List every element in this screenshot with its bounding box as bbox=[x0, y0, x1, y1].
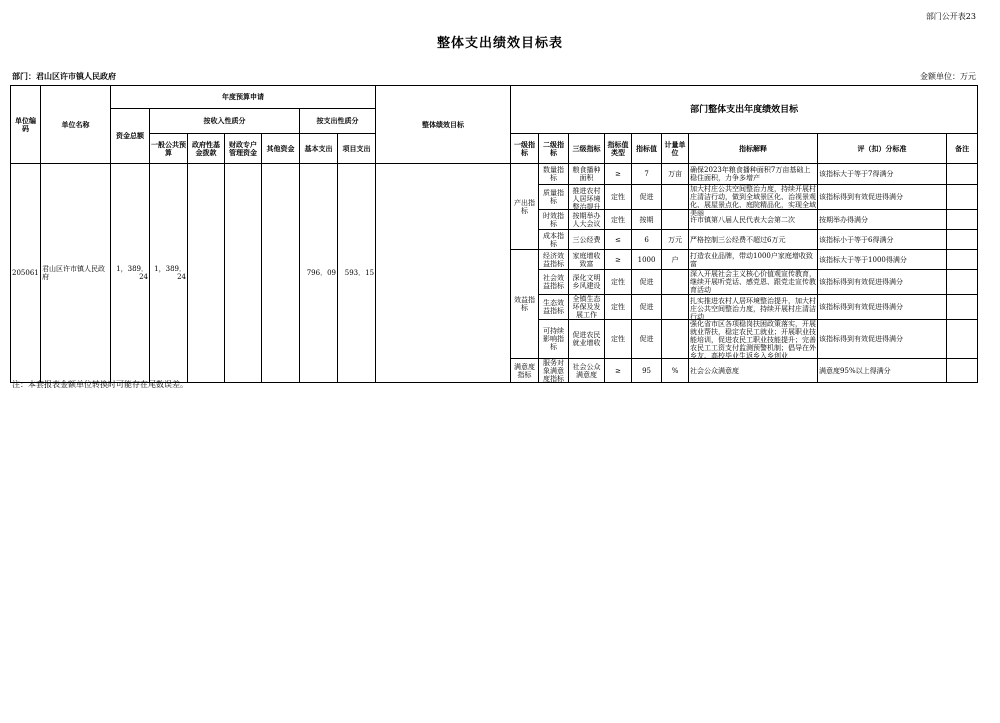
indicator-value: 促进 bbox=[632, 295, 662, 320]
indicator-unit bbox=[662, 320, 689, 359]
indicator-level3: 粮食播种面积 bbox=[569, 164, 605, 185]
indicator-level2 bbox=[539, 359, 569, 383]
indicator-value: 95 bbox=[632, 359, 662, 383]
indicator-explanation: 严格控制三公经费不超过6万元 bbox=[689, 230, 818, 250]
header-general-budget: 一般公共预算 bbox=[150, 134, 188, 164]
indicator-remark bbox=[947, 230, 978, 250]
indicator-value-type: ≥ bbox=[605, 359, 632, 383]
indicator-scoring: 该指标得到有效促进得满分 bbox=[818, 320, 947, 359]
indicator-value-type: ≥ bbox=[605, 250, 632, 270]
header-scoring: 评（扣）分标准 bbox=[818, 134, 947, 164]
indicator-value-type: 定性 bbox=[605, 295, 632, 320]
gov-fund-cell bbox=[188, 164, 225, 383]
indicator-value: 按期 bbox=[632, 210, 662, 230]
indicator-value-type: 定性 bbox=[605, 185, 632, 210]
indicator-remark bbox=[947, 320, 978, 359]
indicator-explanation bbox=[689, 185, 818, 217]
indicator-level3: 三公经费 bbox=[569, 230, 605, 250]
indicator-remark bbox=[947, 270, 978, 295]
indicator-scoring: 该指标小于等于6得满分 bbox=[818, 230, 947, 250]
header-level2: 二级指标 bbox=[539, 134, 569, 164]
indicator-unit bbox=[662, 270, 689, 295]
footnote: 注：本套报表金额单位转换时可能存在尾数误差。 bbox=[12, 380, 188, 389]
indicator-remark bbox=[947, 359, 978, 383]
header-unit-code: 单位编码 bbox=[11, 86, 41, 164]
other-fund-cell bbox=[262, 164, 300, 383]
header-dept-goal: 部门整体支出年度绩效目标 bbox=[511, 86, 978, 134]
indicator-level2: 数量指标 bbox=[539, 164, 569, 185]
header-remark: 备注 bbox=[947, 134, 978, 164]
indicator-unit: 万元 bbox=[662, 230, 689, 250]
header-other-fund: 其他资金 bbox=[262, 134, 300, 164]
project-expense-cell: 593．15 bbox=[338, 164, 376, 383]
level1-effect: 效益指标 bbox=[511, 250, 539, 359]
indicator-scoring: 该指标得到有效促进得满分 bbox=[818, 270, 947, 295]
page-corner-label: 部门公开表23 bbox=[925, 12, 976, 21]
level1-output: 产出指标 bbox=[511, 164, 539, 250]
general-budget-cell: 1，389．24 bbox=[150, 164, 188, 383]
indicator-remark bbox=[947, 295, 978, 320]
indicator-scoring: 该指标得到有效促进得满分 bbox=[818, 295, 947, 320]
indicator-value: 1000 bbox=[632, 250, 662, 270]
indicator-explanation-text: 深入开展社会主义核心价值观宣传教育，继续开展听党话、感党恩、跟党走宣传教育活动 bbox=[690, 270, 817, 294]
header-by-expense: 按支出性质分 bbox=[300, 109, 376, 134]
indicator-value-type: ≥ bbox=[605, 164, 632, 185]
indicator-value-type: ≤ bbox=[605, 230, 632, 250]
indicator-level3: 促进农民就业增收 bbox=[569, 320, 605, 359]
indicator-explanation bbox=[689, 320, 818, 359]
indicator-value: 促进 bbox=[632, 270, 662, 295]
indicator-scoring: 该指标得到有效促进得满分 bbox=[818, 185, 947, 210]
indicator-unit: 户 bbox=[662, 250, 689, 270]
indicator-level2: 社会效益指标 bbox=[539, 270, 569, 295]
indicator-remark bbox=[947, 185, 978, 210]
header-basic-expense: 基本支出 bbox=[300, 134, 338, 164]
header-gov-fund: 政府性基金拨款 bbox=[188, 134, 225, 164]
header-value: 指标值 bbox=[632, 134, 662, 164]
indicator-level3: 社会公众满意度 bbox=[569, 359, 605, 383]
indicator-scoring: 按期举办得满分 bbox=[818, 210, 947, 230]
indicator-scoring: 该指标大于等于1000得满分 bbox=[818, 250, 947, 270]
header-level1: 一级指标 bbox=[511, 134, 539, 164]
indicator-level2: 质量指标 bbox=[539, 185, 569, 210]
amount-unit-label: 金额单位：万元 bbox=[920, 72, 976, 81]
indicator-value-type: 定性 bbox=[605, 210, 632, 230]
indicator-explanation-text: 加大村庄公共空间整治力度，持续开展村庄清洁行动，做到全域景区化、治视景观化、展屋景点化、庭院精品化，实现全域美丽 bbox=[690, 185, 817, 217]
indicator-remark bbox=[947, 210, 978, 230]
header-value-type: 指标值类型 bbox=[605, 134, 632, 164]
indicator-value-type: 定性 bbox=[605, 270, 632, 295]
indicator-unit bbox=[662, 210, 689, 230]
indicator-level2: 成本指标 bbox=[539, 230, 569, 250]
indicator-scoring: 该指标大于等于7得满分 bbox=[818, 164, 947, 185]
header-project-expense: 项目支出 bbox=[338, 134, 376, 164]
indicator-explanation: 打造农业品牌，带动1000户家庭增收致富 bbox=[689, 250, 818, 270]
level1-satisfaction: 满意度指标 bbox=[511, 359, 539, 383]
department-label: 部门：君山区许市镇人民政府 bbox=[12, 71, 116, 81]
indicator-level2-text: 服务对象满意度指标 bbox=[543, 359, 565, 383]
indicator-unit: 万亩 bbox=[662, 164, 689, 185]
indicator-level2: 时效指标 bbox=[539, 210, 569, 230]
indicator-level3: 按期举办人大会议 bbox=[569, 210, 605, 230]
indicator-value-type: 定性 bbox=[605, 320, 632, 359]
indicator-level3: 深化文明乡风建设 bbox=[569, 270, 605, 295]
header-annual-budget: 年度预算申请 bbox=[111, 86, 376, 109]
indicator-explanation-text: 扎实推进农村人居环境整治提升，加大村庄公共空间整治力度，持续开展村庄清洁行动 bbox=[690, 297, 817, 321]
indicator-explanation-text: 强化省市区各项稳岗扶困政策落实，开展就业帮扶，稳定农民工就业；开展职业技能培训，促进农民工职业技能提升；完善农民工工资支付监测预警机制；倡导在外乡友、高校毕业生返乡入乡创业 bbox=[690, 320, 817, 360]
total-funds-cell: 1，389．24 bbox=[111, 164, 150, 383]
indicator-explanation: 社会公众满意度 bbox=[689, 359, 818, 383]
header-total-funds: 资金总额 bbox=[111, 109, 150, 164]
indicator-level2: 生态效益指标 bbox=[539, 295, 569, 320]
header-special-fund: 财政专户管理资金 bbox=[225, 134, 262, 164]
indicator-level3-text: 推进农村人居环境整治提升 bbox=[572, 187, 601, 211]
overall-goal-cell bbox=[376, 164, 511, 383]
indicator-level3: 家庭增收致富 bbox=[569, 250, 605, 270]
page-title: 整体支出绩效目标表 bbox=[436, 36, 563, 51]
indicator-unit bbox=[662, 295, 689, 320]
indicator-explanation bbox=[689, 295, 818, 320]
indicator-level3: 全镇生态环保及发展工作 bbox=[569, 295, 605, 320]
indicator-explanation-text: 确保2023年粮食播种面积7万亩基础上稳住面积，力争多增产 bbox=[690, 166, 811, 182]
indicator-value: 促进 bbox=[632, 185, 662, 210]
performance-goal-table bbox=[10, 85, 978, 383]
indicator-explanation bbox=[689, 270, 818, 295]
header-explanation: 指标解释 bbox=[689, 134, 818, 164]
indicator-unit: % bbox=[662, 359, 689, 383]
indicator-level3 bbox=[569, 185, 605, 210]
indicator-level2: 经济效益指标 bbox=[539, 250, 569, 270]
special-fund-cell bbox=[225, 164, 262, 383]
header-overall-goal: 整体绩效目标 bbox=[376, 86, 511, 164]
indicator-explanation: 许市镇第八届人民代表大会第二次 bbox=[689, 210, 818, 230]
indicator-explanation bbox=[689, 164, 818, 185]
header-unit-name: 单位名称 bbox=[41, 86, 111, 164]
indicator-remark bbox=[947, 164, 978, 185]
indicator-scoring: 满意度95%以上得满分 bbox=[818, 359, 947, 383]
indicator-value: 促进 bbox=[632, 320, 662, 359]
indicator-remark bbox=[947, 250, 978, 270]
header-level3: 三级指标 bbox=[569, 134, 605, 164]
indicator-value: 6 bbox=[632, 230, 662, 250]
header-by-income: 按收入性质分 bbox=[150, 109, 300, 134]
indicator-level2: 可持续影响指标 bbox=[539, 320, 569, 359]
basic-expense-cell: 796．09 bbox=[300, 164, 338, 383]
unit-name-cell: 君山区许市镇人民政府 bbox=[41, 164, 111, 383]
indicator-value: 7 bbox=[632, 164, 662, 185]
unit-code-cell: 205061 bbox=[11, 164, 41, 383]
indicator-unit bbox=[662, 185, 689, 210]
header-measure-unit: 计量单位 bbox=[662, 134, 689, 164]
